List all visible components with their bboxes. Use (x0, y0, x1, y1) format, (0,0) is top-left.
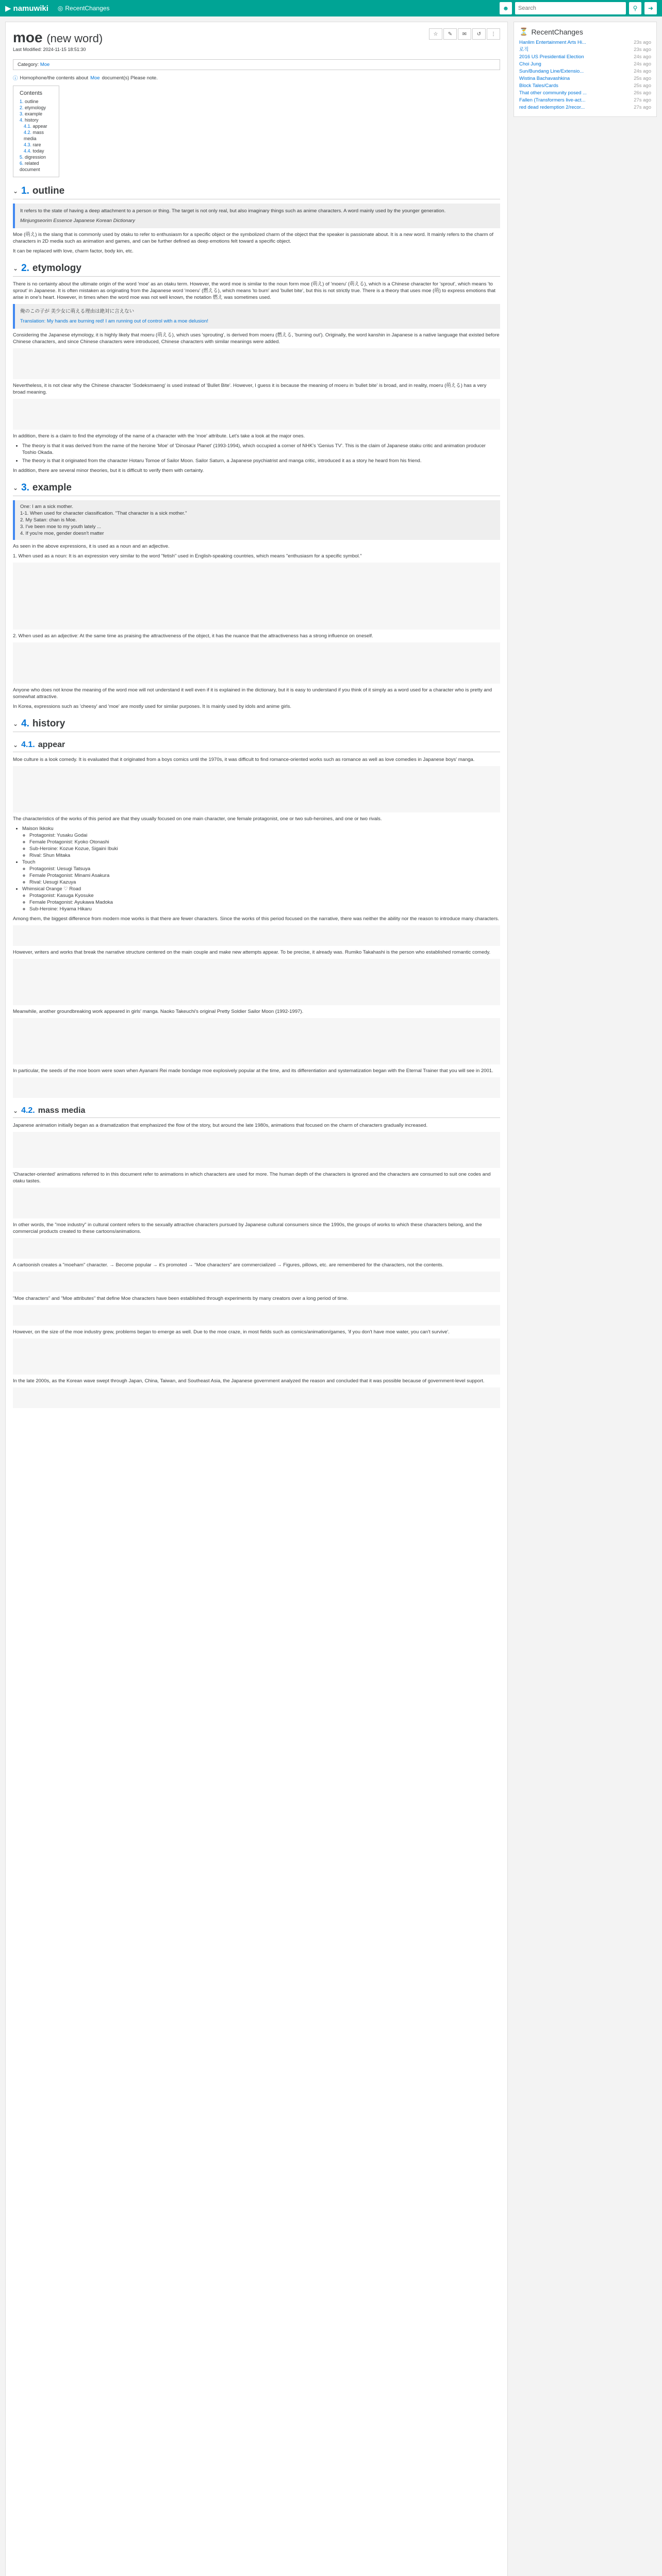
paragraph: In other words, the "moe industry" in cultural content refers to the sexually attractive characters pursued by Japanese cultural consumers since the 1990s, the groups of works to which these characters belong, and the commercial products created to these cartoons/animations. (13, 1222, 482, 1234)
toc-item-outline[interactable] (20, 98, 53, 105)
more-button[interactable] (487, 28, 500, 40)
sidebar-item-link[interactable]: Hanlim Entertainment Arts Hi... (519, 40, 586, 45)
section-appear (13, 740, 500, 1098)
work-title: Maison Ikkoku (22, 826, 54, 832)
sidebar-item-time: 27s ago (634, 105, 651, 110)
section-number[interactable]: 2. (21, 263, 29, 274)
paragraph-block (13, 925, 500, 946)
paragraph: 1. When used as a noun: It is an expression very similar to the word "fetish" used in English-speaking countries, which means "enthusiasm for a specific symbol." (13, 553, 362, 559)
paragraph: Meanwhile, another groundbreaking work appeared in girls' manga. Naoko Takeuchi's original Pretty Soldier Sailor Moon (1992-1997). (13, 1009, 304, 1014)
paragraph-block (13, 1018, 500, 1064)
toc-label: history (25, 117, 39, 123)
sidebar-item (519, 54, 651, 61)
paragraph: Moe culture is a look comedy. It is evaluated that it originated from a boys comics until the 1970s, it was difficult to find romance-oriented works such as romance as well as love comedies in Japanese boys' manga. (13, 757, 475, 762)
search-input[interactable] (515, 2, 626, 14)
user-icon: ☻ (502, 5, 509, 12)
toc-num[interactable]: 4.4. (24, 148, 32, 154)
paragraph: 2. When used as an adjective: At the same time as praising the attractiveness of the object, it has the nuance that the attractiveness has a strong influence on oneself. (13, 633, 373, 639)
sidebar-item-link[interactable]: red dead redemption 2/recor... (519, 105, 585, 110)
list-item (22, 825, 500, 859)
toc-num[interactable]: 2. (20, 105, 24, 110)
logo-text: namuwiki (13, 4, 48, 13)
paragraph-block (13, 1188, 500, 1218)
compass-icon: ◎ (57, 5, 63, 12)
paragraph-block (13, 399, 500, 430)
paragraph: In the late 2000s, as the Korean wave swept through Japan, China, Taiwan, and Southeast Asia, the Japanese government analyzed the reason and concluded that it was possible because of government-level support. (13, 1378, 485, 1384)
section-number[interactable]: 4.1. (21, 740, 35, 749)
paragraph-block (13, 1305, 500, 1326)
page-title-main: moe (13, 29, 43, 45)
sidebar-item (519, 82, 651, 90)
toc-label: example (25, 111, 43, 116)
paragraph: Among them, the biggest difference from modern moe works is that there are fewer characters. Since the works of this period focused on the narrative, there was neither the ability nor the reason to introduce many characters. (13, 916, 499, 922)
work-title: Whimsical Orange ♡ Road (22, 886, 81, 892)
sidebar-item-link[interactable]: Choi Jung (519, 61, 541, 67)
site-logo[interactable] (5, 4, 48, 13)
section-title: history (32, 718, 65, 729)
toc-item-related[interactable] (20, 160, 53, 173)
sidebar-item (519, 97, 651, 104)
section-heading[interactable] (13, 1106, 500, 1118)
paragraph: In Korea, expressions such as 'cheesy' and 'moe' are mostly used for similar purposes. It is mainly used by idols and anime girls. (13, 704, 292, 709)
paragraph: However, writers and works that break the narrative structure centered on the main couple and make new attempts appear. To be precise, it already was. Rumiko Takahashi is the person who established romantic comedy. (13, 950, 491, 955)
go-button[interactable] (644, 2, 657, 14)
paragraph-block (13, 642, 500, 684)
sidebar-item (519, 46, 651, 54)
sidebar-item-link[interactable]: That other community posed ... (519, 90, 587, 96)
paragraph-block (13, 348, 500, 379)
sublist (29, 892, 500, 912)
toc-num[interactable]: 4.2. (24, 130, 32, 135)
paragraph: Japanese animation initially began as a dramatization that emphasized the flow of the story, but around the late 1980s, animations that focused on the charm of characters gradually increased. (13, 1123, 428, 1128)
example-box (13, 500, 500, 540)
section-example (13, 482, 500, 710)
paragraph-block (13, 563, 500, 630)
sidebar-item-time: 23s ago (634, 40, 651, 45)
page-title-suffix: (new word) (46, 32, 103, 45)
sidebar-item-time: 24s ago (634, 69, 651, 74)
sidebar-item-link[interactable]: Sun/Bundang Line/Extensio... (519, 69, 584, 74)
sidebar-item (519, 68, 651, 75)
nav-recent-changes[interactable] (58, 5, 110, 12)
section-mass-media (13, 1106, 500, 1408)
toc-item-appear[interactable] (20, 123, 53, 129)
example-line: One: I am a sick mother. (20, 504, 73, 510)
toc-item-example[interactable] (20, 111, 53, 117)
list-item (22, 886, 500, 912)
list-item: • The theory is that it originated from the character Hotaru Tomoe of Sailor Moon. Sailor Saturn, a Japanese psychiatrist and manga critic, introduced it as a story he heard from his friend. (22, 457, 500, 464)
sidebar-item-time: 23s ago (634, 47, 651, 53)
toc-num[interactable]: 3. (20, 111, 24, 116)
toc-num[interactable]: 1. (20, 99, 24, 104)
paragraph: The characteristics of the works of this period are that they usually focused on one main character, one female protagonist, one or two sub-heroines, and one or two rivals. (13, 816, 382, 822)
section-number[interactable]: 4.2. (21, 1106, 35, 1115)
list-item: ◦ Sub-Heroine: Hiyama Hikaru (29, 906, 500, 912)
section-title: outline (32, 185, 65, 196)
sidebar-item-time: 25s ago (634, 83, 651, 89)
example-line: 2. My Satan: chan is Moe. (20, 517, 77, 523)
list-item: ◦ Female Protagonist: Ayukawa Madoka (29, 899, 500, 906)
sidebar-list (519, 39, 651, 111)
section-outline (13, 185, 500, 255)
toc-label: outline (25, 99, 39, 104)
chevron-down-icon: ⌄ (13, 720, 19, 727)
top-navbar (0, 0, 662, 16)
toc-item-history[interactable] (20, 117, 53, 123)
lyric-quote (13, 304, 500, 329)
example-line: 3. I've been moe to my youth lately ... (20, 524, 102, 530)
chevron-down-icon: ⌄ (13, 265, 19, 272)
sidebar-item-link[interactable]: Block Tales/Cards (519, 83, 558, 89)
sidebar-item-time: 27s ago (634, 97, 651, 103)
paragraph: As seen in the above expressions, it is used as a noun and an adjective. (13, 544, 170, 549)
toc-item-today[interactable] (20, 148, 53, 154)
history-button[interactable] (472, 28, 486, 40)
sidebar-item-time: 26s ago (634, 90, 651, 96)
list-item: • The theory is that it was derived from the name of the heroine 'Moe' of 'Dinosaur Planet' (1993-1994), which occupied a corner of NHK's 'Genius TV'. This is the claim of Japanese otaku critic and animation producer Toshio Okada. (22, 443, 500, 456)
sidebar-item-link[interactable]: 로직 (519, 47, 529, 53)
toc-item-etymology[interactable] (20, 105, 53, 111)
category-label: Category: (18, 62, 39, 67)
paragraph-block (13, 1387, 500, 1408)
section-title: appear (38, 740, 65, 749)
pencil-icon: ✎ (448, 31, 453, 37)
paragraph: Considering the Japanese etymology, it is highly likely that moeru (萌える), which uses 'sprouting', is derived from moeru (燃える, 'burning out'). Originally, the word kanshin in Japanese is a native language that existed before Chinese characters, and since Chinese characters were introduced, Chinese characters with similar meanings were added. (13, 332, 500, 345)
section-heading[interactable] (13, 740, 500, 752)
list-item: ◦ Protagonist: Uesugi Tatsuya (29, 866, 500, 872)
toc-title: Contents (20, 90, 43, 96)
quote-source: Minjungseorim Essence Japanese Korean Dictionary (20, 218, 135, 224)
list-item: ◦ Female Protagonist: Kyoko Otonashi (29, 839, 500, 845)
paragraph: Nevertheless, it is not clear why the Chinese character 'Sodeksmaeng' is used instead of 'Bullet Bite'. However, I guess it is because the meaning of moeru in 'bullet bite' is broad, and in reality, moeru (萌える) has a very broad meaning. (13, 383, 487, 395)
category-box (13, 59, 500, 70)
list-item: ◦ Sub-Heroine: Kozue Kozue, Sigaini Ibuki (29, 845, 500, 852)
works-list (22, 825, 500, 912)
more-icon: ⋮ (491, 31, 496, 37)
section-heading[interactable] (13, 263, 500, 277)
sidebar-item (519, 90, 651, 97)
table-of-contents (13, 86, 59, 177)
section-title: example (32, 482, 72, 493)
paragraph: In addition, there are several minor theories, but it is difficult to verify them with certainty. (13, 468, 204, 473)
quote-text: It refers to the state of having a deep attachment to a person or thing. The target is not only real, but also imaginary things such as anime characters. A word mainly used by the younger generation. (20, 208, 446, 214)
toc-item-digression[interactable] (20, 154, 53, 160)
logo-icon: ▶ (5, 4, 11, 13)
paragraph: There is no certainty about the ultimate origin of the word 'moe' as an otaku term. However, the word moe is similar to the noun form moe (萌え) of 'moeru' (萌える), which is a Chinese character for 'sprout', which means 'to sprout' in Japanese. It is often mistaken as originating from the Japanese word 'moeru' (燃える), which means 'to burn' and 'bullet bite', but this is not strictly true. There is a theory that uses moe (萌) to express emotions that arise in one's heart. However, in times when the word moe was not well known, the notation 燃え was sometimes used. (13, 281, 496, 300)
paragraph-block (13, 1077, 500, 1098)
notice-text: Homophone/the contents about (20, 75, 89, 81)
quote-translation: Translation: My hands are burning red! I am running out of control with a moe delusion! (20, 318, 209, 324)
nav-recent-label: RecentChanges (65, 5, 110, 12)
chevron-down-icon: ⌄ (13, 188, 19, 195)
toc-item-rare[interactable] (20, 142, 53, 148)
edit-button[interactable] (443, 28, 457, 40)
quote-text: 俺のこの子が 美少女に萌える理由は絶対に言えない (20, 309, 135, 314)
recent-icon: ⏳ (519, 27, 528, 36)
search-button[interactable] (629, 2, 641, 14)
section-number[interactable]: 3. (21, 482, 29, 493)
sublist (29, 866, 500, 886)
section-title: etymology (32, 263, 81, 274)
chevron-down-icon: ⌄ (13, 484, 19, 492)
paragraph: It can be replaced with love, charm factor, body kin, etc. (13, 248, 134, 254)
toc-label: rare (32, 142, 41, 147)
notice-tail: document(s) Please note. (102, 75, 158, 81)
sidebar-item-time: 24s ago (634, 54, 651, 60)
list-item: ◦ Rival: Shun Mitaka (29, 852, 500, 859)
paragraph: Anyone who does not know the meaning of the word moe will not understand it well even if it is explained in the dictionary, but it is easy to understand if you think of it simply as a word used for a character who is pretty and somewhat attractive. (13, 687, 492, 700)
definition-quote (13, 204, 500, 228)
paragraph: A cartoonish creates a "moeham" character. → Become popular → it's promoted → "Moe characters" are commercialized → Figures, pillows, etc. are remembered for the characters, not the contents. (13, 1262, 444, 1268)
section-history (13, 718, 500, 732)
list-item: ◦ Rival: Uesugi Kazuya (29, 879, 500, 886)
paragraph: In particular, the seeds of the moe boom were sown when Ayanami Rei made bondage moe explosively popular at the time, and its differentiation and systematization began with the Eternal Trainer that you will see in 2001. (13, 1068, 493, 1074)
star-button[interactable] (429, 28, 442, 40)
homophone-notice (13, 74, 500, 81)
last-modified: Last Modified: 2024-11-15 18:51:30 (13, 47, 86, 52)
toc-num[interactable]: 4. (20, 117, 24, 123)
toc-list (20, 98, 53, 173)
sidebar-title-label: RecentChanges (531, 27, 583, 36)
sidebar-item-link[interactable]: 2016 US Presidential Election (519, 54, 584, 60)
paragraph-block (13, 1272, 500, 1292)
category-link[interactable]: Moe (40, 62, 50, 67)
sidebar-item (519, 104, 651, 111)
sidebar-item-time: 25s ago (634, 76, 651, 81)
paragraph-block (13, 959, 500, 1005)
paragraph-block (13, 766, 500, 812)
paragraph: "Moe characters" and "Moe attributes" that define Moe characters have been established through experiments by many creators over a long period of time. (13, 1296, 349, 1301)
section-number[interactable]: 1. (21, 185, 29, 196)
discuss-button[interactable] (458, 28, 471, 40)
user-menu-button[interactable] (500, 2, 512, 14)
list-item (22, 859, 500, 886)
toc-num[interactable]: 6. (20, 161, 24, 166)
toc-num[interactable]: 5. (20, 155, 24, 160)
paragraph: In addition, there is a claim to find the etymology of the name of a character with the 'moe' attribute. Let's take a look at the major ones. (13, 433, 305, 439)
sidebar-item-link[interactable]: Wistina Bachavashkina (519, 76, 570, 81)
list-item: ◦ Female Protagonist: Minami Asakura (29, 872, 500, 879)
paragraph: However, on the size of the moe industry grew, problems began to emerge as well. Due to the moe craze, in most fields such as comics/animation/games, 'if you don't have moe water, you can't survive'. (13, 1329, 450, 1335)
chevron-down-icon: ⌄ (13, 741, 19, 749)
article-main (5, 22, 508, 2576)
toc-num[interactable]: 4.1. (24, 124, 32, 129)
sidebar-item (519, 61, 651, 68)
paragraph: Moe (萌え) is the slang that is commonly used by otaku to refer to enthusiasm for a specific object or the symbolized charm of the object that the speaker is passionate about. It is a new word. It mainly refers to the charm of characters in 2D media such as animation and games, and can be further defined as deep emotions felt toward a specific object. (13, 232, 493, 244)
section-heading[interactable] (13, 718, 500, 732)
toc-item-mass-media[interactable] (20, 129, 53, 142)
list-item: ◦ Protagonist: Yusaku Godai (29, 832, 500, 839)
example-line: 4. If you're moe, gender doesn't matter (20, 531, 104, 536)
chevron-down-icon: ⌄ (13, 1107, 19, 1114)
list-item: ◦ Protagonist: Kasuga Kyosuke (29, 892, 500, 899)
toc-label: digression (25, 155, 46, 160)
section-number[interactable]: 4. (21, 718, 29, 729)
article-toolbar (429, 28, 500, 40)
paragraph-block (13, 1338, 500, 1375)
sidebar-item-link[interactable]: Fallen (Transformers live-act... (519, 97, 586, 103)
work-title: Touch (22, 859, 36, 865)
section-etymology (13, 263, 500, 474)
sidebar-title (519, 27, 651, 36)
section-heading[interactable] (13, 482, 500, 496)
theory-list (22, 443, 500, 464)
toc-label: etymology (25, 105, 46, 110)
sidebar-item (519, 39, 651, 46)
history-icon: ↺ (476, 31, 482, 37)
arrow-right-icon: ➜ (648, 5, 654, 12)
notice-link[interactable]: Moe (90, 75, 100, 81)
sidebar-item-time: 24s ago (634, 61, 651, 67)
star-icon: ☆ (433, 31, 438, 37)
example-line: 1-1. When used for character classification. "That character is a sick mother." (20, 511, 187, 516)
section-heading[interactable] (13, 185, 500, 199)
section-title: mass media (38, 1106, 86, 1115)
toc-label: today (32, 148, 44, 154)
top-right-tools (500, 2, 657, 14)
chat-icon: ✉ (462, 31, 467, 37)
toc-num[interactable]: 4.3. (24, 142, 32, 147)
paragraph: 'Character-oriented' animations referred to in this document refer to animations in which characters are used for more. The human depth of the characters is ignored and the characters are consumed to suit one codes and otaku tastes. (13, 1172, 491, 1184)
toc-label: mass media (24, 130, 44, 141)
toc-label: appear (32, 124, 47, 129)
sidebar-recent-changes (514, 22, 657, 117)
sublist (29, 832, 500, 859)
toc-label: related document (20, 161, 40, 172)
page-title (13, 29, 500, 46)
search-icon: ⚲ (633, 5, 638, 12)
sidebar-item (519, 75, 651, 82)
paragraph-block (13, 1132, 500, 1168)
paragraph-block (13, 1238, 500, 1259)
info-icon: ⓘ (13, 76, 18, 81)
